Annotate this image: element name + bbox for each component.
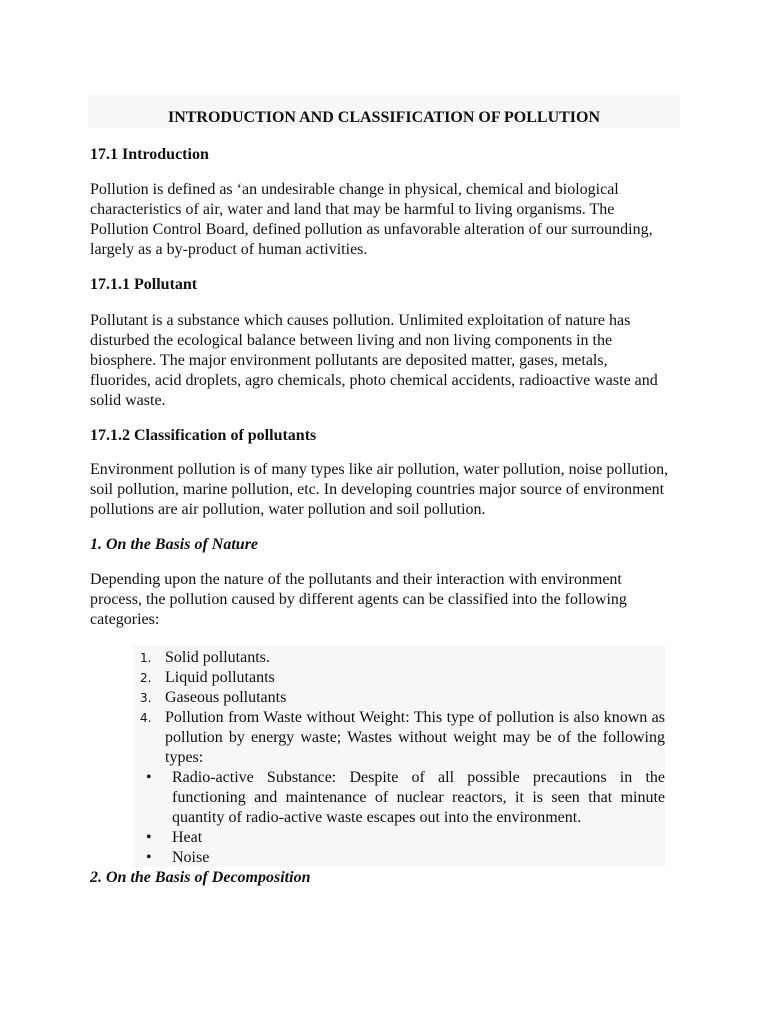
bullet-item [146,828,665,848]
list-item [140,668,665,688]
list-number: 2. [140,671,152,685]
document-title: INTRODUCTION AND CLASSIFICATION OF POLLUTION [167,109,601,126]
decomposition-heading: 2. On the Basis of Decomposition [90,869,311,886]
list-item-text: Solid pollutants. [165,649,270,666]
list-number: 1. [140,651,152,665]
bullet-marker: • [146,829,152,846]
list-number: 4. [140,711,152,725]
bullet-item [146,848,665,868]
list-item-text: Gaseous pollutants [165,689,287,706]
list-item-text: Liquid pollutants [165,669,275,686]
bullet-item-text: Noise [172,849,210,866]
pollutant-heading: 17.1.1 Pollutant [90,276,198,293]
intro-paragraph: Pollution is defined as ‘an undesirable change in physical, chemical and biological characteristics of air, water and land that may be harmful to living organisms. The Pollution Control Board, defined pollution as unfavorable alteration of our surrounding, largely as a by-product of human activities. [90,181,653,258]
list-number: 3. [140,691,152,705]
pollutant-paragraph: Pollutant is a substance which causes pollution. Unlimited exploitation of nature has disturbed the ecological balance between living and non living components in the biosphere. The major environment pollutants are deposited matter, gases, metals, fluorides, acid droplets, agro chemicals, photo chemical accidents, radioactive waste and solid waste. [90,312,658,409]
bullet-item-text: Radio-active Substance: Despite of all possible precautions in the functioning and maintenance of nuclear reactors, it is seen that minute quantity of radio-active waste escapes out into the environment. [172,769,665,826]
intro-heading: 17.1 Introduction [90,146,209,163]
bullet-item-text: Heat [172,829,203,846]
nature-heading: 1. On the Basis of Nature [90,536,259,553]
bullet-marker: • [146,849,152,866]
bullet-marker: • [146,769,152,786]
classification-paragraph: Environment pollution is of many types like air pollution, water pollution, noise pollution, soil pollution, marine pollution, etc. In developing countries major source of environment pollutions are air pollution, water pollution and soil pollution. [90,461,669,518]
list-item [140,648,665,668]
bullet-list [146,768,665,868]
list-item [140,688,665,708]
numbered-list [140,648,665,768]
bullet-item [146,768,665,828]
classification-heading: 17.1.2 Classification of pollutants [90,427,317,444]
list-item-text: Pollution from Waste without Weight: This type of pollution is also known as pollution by energy waste; Wastes without weight may be of the following types: [165,709,665,766]
nature-paragraph: Depending upon the nature of the pollutants and their interaction with environment process, the pollution caused by different agents can be classified into the following categories: [90,571,627,628]
list-item [140,708,665,768]
